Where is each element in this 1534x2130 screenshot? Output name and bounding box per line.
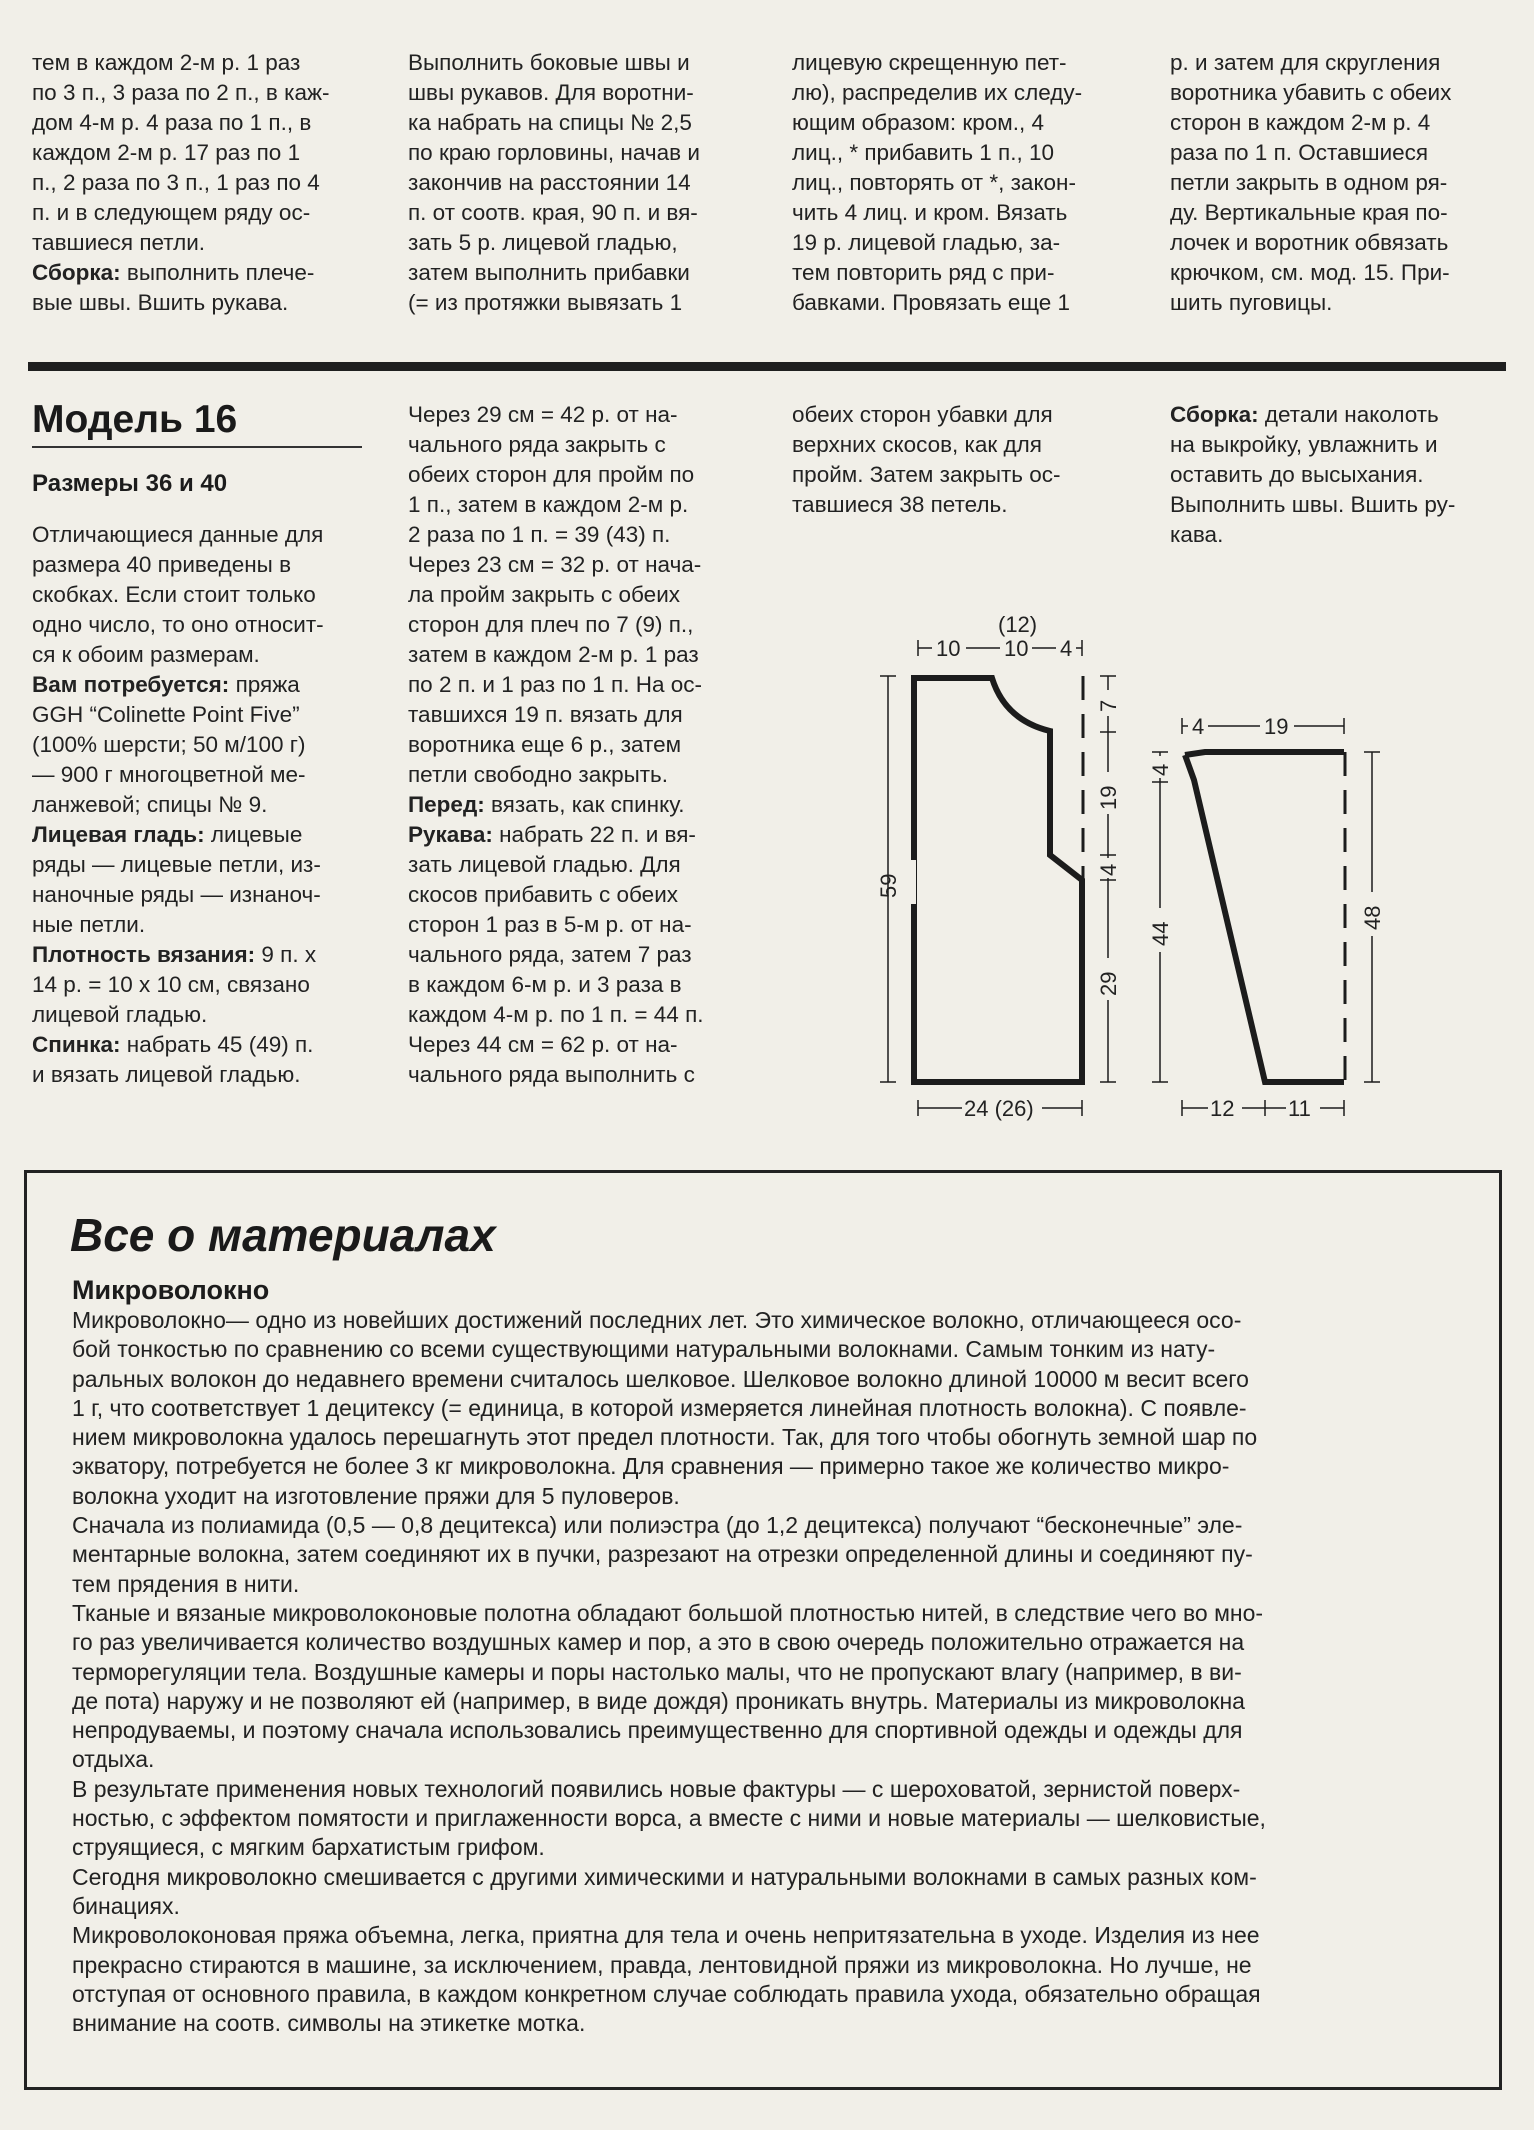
dim-sleeve-top-width: 19 — [1264, 714, 1289, 739]
dim-body-height: 59 — [876, 873, 901, 898]
text-line: каждом 2-м р. 17 раз по 1 — [32, 140, 301, 165]
text-line: наночные ряды — изнаноч- — [32, 882, 321, 907]
text-line: терморегуляции тела. Воздушные камеры и поры настолько малы, что не пропускают влагу (например, в ви- — [72, 1658, 1242, 1685]
text-line: п. от соотв. края, 90 п. и вя- — [408, 200, 698, 225]
dim-sleeve-bottom-right: 11 — [1288, 1096, 1311, 1121]
text-line: вязать, как спинку. — [484, 792, 685, 817]
text-line: шить пуговицы. — [1170, 290, 1333, 315]
dim-body-paren: (12) — [998, 612, 1038, 637]
text-line: воротника убавить с обеих — [1170, 80, 1452, 105]
text-line: дом 4-м р. 4 раза по 1 п., в — [32, 110, 312, 135]
text-line: Через 29 см = 42 р. от на- — [408, 402, 678, 427]
text-line: В результате применения новых технологий появились новые фактуры — с шероховатой, зернистой поверх- — [72, 1775, 1241, 1802]
text-line: одно число, то оно относит- — [32, 612, 324, 637]
text-line: скобках. Если стоит только — [32, 582, 316, 607]
text-line: ментарные волокна, затем соединяют их в пучки, разрезают на отрезки определенной длины и соединяют пу- — [72, 1541, 1253, 1568]
text-line: пряжа — [229, 672, 300, 697]
text-line: п., 2 раза по 3 п., 1 раз по 4 — [32, 170, 320, 195]
text-line: сторон в каждом 2-м р. 4 — [1170, 110, 1431, 135]
text-line: обеих сторон убавки для — [792, 402, 1053, 427]
text-line: 1 п., затем в каждом 2-м р. — [408, 492, 689, 517]
text-line: 2 раза по 1 п. = 39 (43) п. — [408, 522, 671, 547]
text-line: экватору, потребуется не более 3 кг микроволокна. Для сравнения — примерно такое же количество микро- — [72, 1453, 1230, 1480]
text-line: Тканые и вязаные микроволоконовые полотна обладают большой плотностью нитей, в следствие чего во мно- — [72, 1599, 1264, 1626]
model-sizes: Размеры 36 и 40 — [32, 470, 228, 497]
text-line: Сегодня микроволокно смешивается с другими химическими и натуральными волокнами в самых разных ком- — [72, 1863, 1257, 1890]
text-line: каждом 4-м р. по 1 п. = 44 п. — [408, 1002, 704, 1027]
sleeve-outline — [1185, 752, 1344, 1082]
text-line: верхних скосов, как для — [792, 432, 1042, 457]
text-line: де пота) наружу и не позволяют ей (например, в виде дождя) проникать внутрь. Материалы из микроволокна — [72, 1687, 1245, 1714]
text-line: вые швы. Вшить рукава. — [32, 290, 289, 315]
dim-sleeve-inner-height: 44 — [1148, 921, 1173, 946]
text-line: ся к обоим размерам. — [32, 642, 260, 667]
dim-body-19: 19 — [1096, 785, 1121, 810]
text-line: п. и в следующем ряду ос- — [32, 200, 311, 225]
text-line: выполнить плече- — [120, 260, 315, 285]
text-line: Отличающиеся данные для — [32, 522, 324, 547]
text-line: в каждом 6-м р. и 3 раза в — [408, 972, 682, 997]
text-line: (= из протяжки вывязать 1 — [408, 290, 683, 315]
text-line: лиц., повторять от *, закон- — [792, 170, 1076, 195]
text-line: го раз увеличивается количество воздушных камер и пор, а это в свою очередь положительно отражается на — [72, 1629, 1245, 1656]
text-line: зать лицевой гладью. Для — [408, 852, 681, 877]
text-line: сторон для плеч по 7 (9) п., — [408, 612, 694, 637]
text-line: швы рукавов. Для воротни- — [408, 80, 694, 105]
dim-sleeve-top-left: 4 — [1192, 714, 1205, 739]
text-line: — 900 г многоцветной ме- — [32, 762, 306, 787]
text-line: чального ряда выполнить с — [408, 1062, 695, 1087]
text-line: отдыха. — [72, 1746, 155, 1773]
assembly-label: Сборка: — [1170, 402, 1259, 427]
text-line: GGH “Colinette Point Five” — [32, 702, 300, 727]
text-line: по 3 п., 3 раза по 2 п., в каж- — [32, 80, 330, 105]
text-line: 14 р. = 10 х 10 см, связано — [32, 972, 310, 997]
text-line: непродуваемы, и поэтому сначала использовались преимущественно для спортивной одежды и одежды для — [72, 1717, 1243, 1744]
dim-body-7: 7 — [1096, 699, 1121, 712]
text-line: ностью, с эффектом помятости и приглаженности ворса, а вместе с ними и новые материалы — шелковистые, — [72, 1805, 1266, 1832]
materials-subtitle: Микроволокно — [72, 1275, 270, 1305]
text-line: (100% шерсти; 50 м/100 г) — [32, 732, 306, 757]
text-line: бавками. Провязать еще 1 — [792, 290, 1070, 315]
dim-sleeve-4: 4 — [1148, 763, 1173, 776]
text-line: Сначала из полиамида (0,5 — 0,8 децитекса) или полиэстра (до 1,2 децитекса) получают “бесконечные” эле- — [72, 1512, 1243, 1539]
text-line: тем прядения в нити. — [72, 1570, 300, 1597]
dim-body-width: 24 (26) — [964, 1096, 1034, 1121]
text-line: лю), распределив их следу- — [792, 80, 1083, 105]
dim-body-top-small: 4 — [1060, 636, 1073, 661]
text-line: на выкройку, увлажнить и — [1170, 432, 1438, 457]
text-line: лицевые — [204, 822, 303, 847]
text-line: Микроволоконовая пряжа объемна, легка, приятна для тела и очень непритязательна в уходе. Изделия из нее — [72, 1922, 1260, 1949]
text-line: пройм. Затем закрыть ос- — [792, 462, 1061, 487]
text-line: по 2 п. и 1 раз по 1 п. На ос- — [408, 672, 702, 697]
text-line: ющим образом: кром., 4 — [792, 110, 1045, 135]
text-line: размера 40 приведены в — [32, 552, 292, 577]
text-line: ланжевой; спицы № 9. — [32, 792, 268, 817]
materials-title: Все о материалах — [70, 1209, 496, 1261]
text-line: лочек и воротник обвязать — [1170, 230, 1449, 255]
sleeve-schematic — [1148, 714, 1385, 1121]
text-line: лицевую скрещенную пет- — [792, 50, 1067, 75]
text-line: скосов прибавить с обеих — [408, 882, 679, 907]
text-line: затем в каждом 2-м р. 1 раз — [408, 642, 699, 667]
text-line: внимание на соотв. символы на этикетке мотка. — [72, 2010, 586, 2037]
text-line: сторон 1 раз в 5-м р. от на- — [408, 912, 692, 937]
text-line: волокна уходит на изготовление пряжи для 5 пуловеров. — [72, 1482, 680, 1509]
text-line: кава. — [1170, 522, 1224, 547]
text-line: и вязать лицевой гладью. — [32, 1062, 301, 1087]
text-line: 9 п. х — [255, 942, 317, 967]
text-line: ду. Вертикальные края по- — [1170, 200, 1448, 225]
front-label: Перед: — [408, 792, 485, 817]
text-line: Выполнить швы. Вшить ру- — [1170, 492, 1456, 517]
text-line: отступая от основного правила, в каждом конкретном случае соблюдать правила ухода, обязательно обращая — [72, 1980, 1261, 2007]
text-line: чить 4 лиц. и кром. Вязать — [792, 200, 1068, 225]
text-line: тем повторить ряд с при- — [792, 260, 1055, 285]
text-line: ральных волокон до недавнего времени считалось шелковое. Шелковое волокно длиной 10000 м весит всего — [72, 1365, 1249, 1392]
text-line: обеих сторон для пройм по — [408, 462, 695, 487]
text-line: затем выполнить прибавки — [408, 260, 690, 285]
text-line: ла пройм закрыть с обеих — [408, 582, 681, 607]
text-line: Микроволокно— одно из новейших достижений последних лет. Это химическое волокно, отличающееся осо- — [72, 1307, 1242, 1333]
text-line: набрать 45 (49) п. — [120, 1032, 314, 1057]
text-line: детали наколоть — [1258, 402, 1439, 427]
text-line: ка набрать на спицы № 2,5 — [408, 110, 692, 135]
text-line: оставить до высыхания. — [1170, 462, 1424, 487]
text-line: петли закрыть в одном ря- — [1170, 170, 1448, 195]
text-line: закончив на расстоянии 14 — [408, 170, 691, 195]
text-line: ные петли. — [32, 912, 146, 937]
text-line: Выполнить боковые швы и — [408, 50, 690, 75]
sleeve-label: Рукава: — [408, 822, 493, 847]
dim-body-top-left: 10 — [936, 636, 961, 661]
text-line: струящиеся, с мягким бархатистым грифом. — [72, 1834, 545, 1861]
text-line: Через 44 см = 62 р. от на- — [408, 1032, 678, 1057]
stitch-label: Лицевая гладь: — [32, 822, 205, 847]
text-line: лицевой гладью. — [32, 1002, 208, 1027]
yarn-label: Вам потребуется: — [32, 672, 230, 697]
text-line: тавшиеся петли. — [32, 230, 206, 255]
text-line: прекрасно стираются в машине, за исключением, правда, лентовидной пряжи из микроволокна. Но лучше, не — [72, 1951, 1252, 1978]
text-line: петли свободно закрыть. — [408, 762, 669, 787]
density-label: Плотность вязания: — [32, 942, 256, 967]
text-line: бой тонкостью по сравнению со всеми существующими натуральными волокнами. Самым тонким из нату- — [72, 1336, 1216, 1363]
text-line: чального ряда, затем 7 раз — [408, 942, 692, 967]
materials-body — [72, 1306, 1472, 2038]
dim-sleeve-bottom-left: 12 — [1210, 1096, 1235, 1121]
text-line: ряды — лицевые петли, из- — [32, 852, 321, 877]
text-line: раза по 1 п. Оставшиеся — [1170, 140, 1429, 165]
text-line: тавшихся 19 п. вязать для — [408, 702, 683, 727]
text-line: бинациях. — [72, 1892, 180, 1919]
text-line: р. и затем для скругления — [1170, 50, 1441, 75]
text-line: нием микроволокна удалось перешагнуть этот предел плотности. Так, для того чтобы обогнуть земной шар по — [72, 1424, 1258, 1451]
assembly-label: Сборка: — [32, 260, 121, 285]
model-title: Модель 16 — [32, 398, 238, 441]
body-outline — [914, 678, 1082, 1082]
text-line: чального ряда закрыть с — [408, 432, 666, 457]
dim-sleeve-outer-height: 48 — [1360, 905, 1385, 930]
dim-body-4: 4 — [1096, 863, 1121, 876]
dim-body-29: 29 — [1096, 971, 1121, 996]
text-line: 19 р. лицевой гладью, за- — [792, 230, 1061, 255]
text-line: по краю горловины, начав и — [408, 140, 700, 165]
text-line: Через 23 см = 32 р. от нача- — [408, 552, 702, 577]
body-schematic — [876, 612, 1121, 1121]
dim-body-top-right: 10 — [1004, 636, 1029, 661]
text-line: лиц., * прибавить 1 п., 10 — [792, 140, 1055, 165]
back-label: Спинка: — [32, 1032, 121, 1057]
text-line: крючком, см. мод. 15. При- — [1170, 260, 1450, 285]
text-line: 1 г, что соответствует 1 децитексу (= единица, в которой измеряется линейная плотность волокна). С появле- — [72, 1394, 1247, 1421]
text-line: набрать 22 п. и вя- — [492, 822, 696, 847]
text-line: тем в каждом 2-м р. 1 раз — [32, 50, 301, 75]
text-line: зать 5 р. лицевой гладью, — [408, 230, 678, 255]
text-line: тавшиеся 38 петель. — [792, 492, 1008, 517]
text-line: воротника еще 6 р., затем — [408, 732, 682, 757]
